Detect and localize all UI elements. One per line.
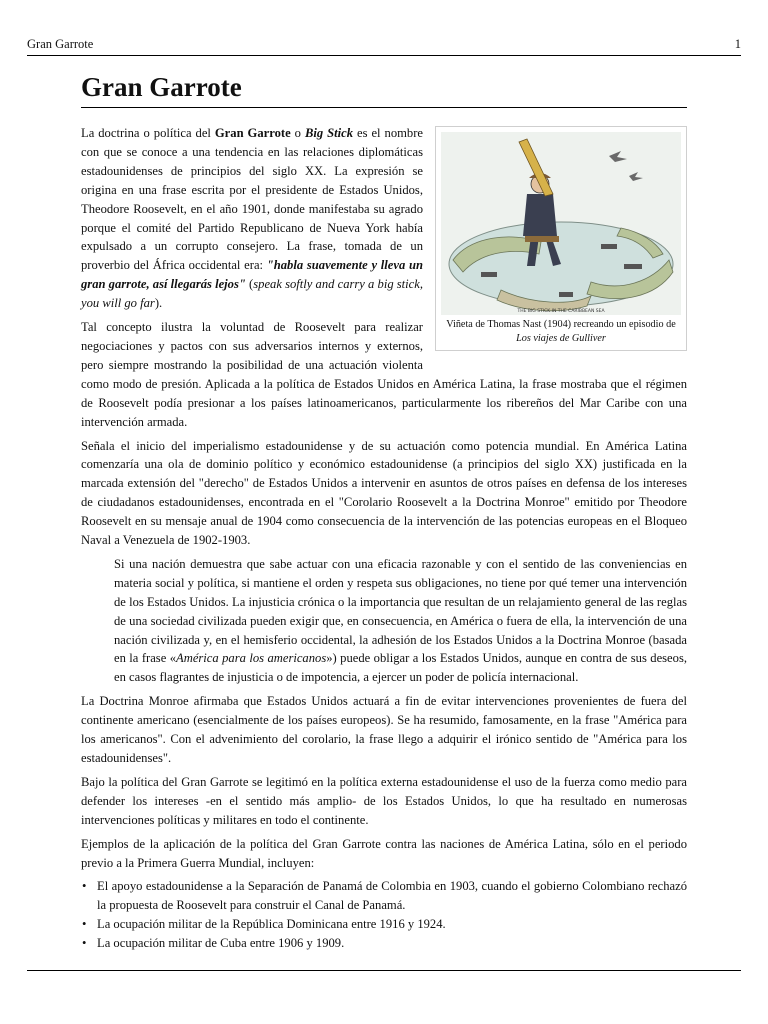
cartoon-label: THE BIG STICK IN THE CARIBBEAN SEA [517,309,605,314]
list-item: • La ocupación militar de la República Dominicana entre 1916 y 1924. [97,915,687,934]
page-number: 1 [734,37,741,51]
monroe-paragraph: La Doctrina Monroe afirmaba que Estados Unidos actuará a fin de evitar intervenciones provenientes de fuera del continente americano (esencialmente de los países europeos). Se ha resumido, famosamente, en la frase "América para los americanos". Con el advenimiento del corolario, la frase llego a adquirir el irónico sentido de "América para los estadounidenses". [81,694,687,765]
page-title: Gran Garrote [81,72,687,108]
figure [435,126,687,351]
list-item: • La ocupación militar de Cuba entre 1906 y 1909. [97,934,687,953]
examples-intro-paragraph: Ejemplos de la aplicación de la política del Gran Garrote contra las naciones de América Latina, sólo en el periodo previo a la Primera Guerra Mundial, incluyen: [81,836,687,870]
list-item: • El apoyo estadounidense a la Separación de Panamá de Colombia en 1903, cuando el gobierno Colombiano rechazó la propuesta de Roosevelt para construir el Canal de Panamá. [97,877,687,915]
legitimation-paragraph: Bajo la política del Gran Garrote se legitimó en la política externa estadounidense el uso de la fuerza como medio para defender los intereses -en el sentido más amplio- de los Estados Unidos, lo que ha resultado en numerosas intervenciones políticas y militares en todo el continente. [81,774,687,827]
examples-list [81,877,687,953]
big-stick-cartoon-image [441,132,681,315]
imperialism-paragraph: Señala el inicio del imperialismo estadounidense y de su actuación como potencia mundial. En América Latina comenzaría una ola de dominio político y económico estadounidense (a principios del siglo XX) justificada en la marcada extensión del "derecho" de Estados Unidos a intervenir en asuntos de otros países en defensa de los intereses de ciudadanos estadounidenses, encontrada en el "Corolario Roosevelt a la Doctrina Monroe" emitido por Theodore Roosevelt en su mensaje anual de 1904 como consecuencia de la intervención de las potencias europeas en el Bloqueo Naval a Venezuela de 1902-1903. [81,438,687,548]
figure-caption: Viñeta de Thomas Nast (1904) recreando un episodio de Los viajes de Gulliver [446,319,676,344]
article-body [81,124,687,953]
running-title: Gran Garrote [27,37,94,51]
roosevelt-quote: Si una nación demuestra que sabe actuar con una eficacia razonable y con el sentido de las conveniencias en materia social y política, si mantiene el orden y respeta sus obligaciones, no tiene por qué temer una intervención de los Estados Unidos. La injusticia crónica o la importancia que resultan de un relajamiento general de las reglas de una sociedad civilizada pueden exigir que, en consecuencia, en América o fuera de ella, la intervención de una nación civilizada y, en el hemisferio occidental, la adhesión de los Estados Unidos a la Doctrina Monroe (basada en la frase «América para los americanos») puede obligar a los Estados Unidos, aunque en contra de sus deseos, en casos flagrantes de injusticia o de impotencia, a ejercer un poder de policía internacional. [114,556,687,685]
footer-rule [27,970,741,971]
running-header [27,37,741,56]
concept-paragraph: Tal concepto ilustra la voluntad de Roosevelt para realizar negociaciones y pactos con sus adversarios internos y externos, pero siempre mostrando la posibilidad de una actuación violenta como modo de presión. Aplicada a la política de Estados Unidos en América Latina, la frase mostraba que el régimen de Roosevelt podía presionar a los países latinoamericanos, particularmente los ribereños del Mar Caribe con una intervención armada. [81,320,687,429]
intro-paragraph: La doctrina o política del Gran Garrote o Big Stick es el nombre con que se conoce a una tendencia en las relaciones diplomáticas estadounidenses de principios del siglo XX. La expresión se origina en una frase escrita por el presidente de Estados Unidos, Theodore Roosevelt, en el año 1901, donde manifestaba su agrado porque el comité del Partido Republicano de Nueva York había expulsado a un corrupto consejero. La frase, tomada de un proverbio del África occidental era: "habla suavemente y lleva un gran garrote, así llegarás lejos" (speak softly and carry a big stick, you will go far). [81,126,424,311]
